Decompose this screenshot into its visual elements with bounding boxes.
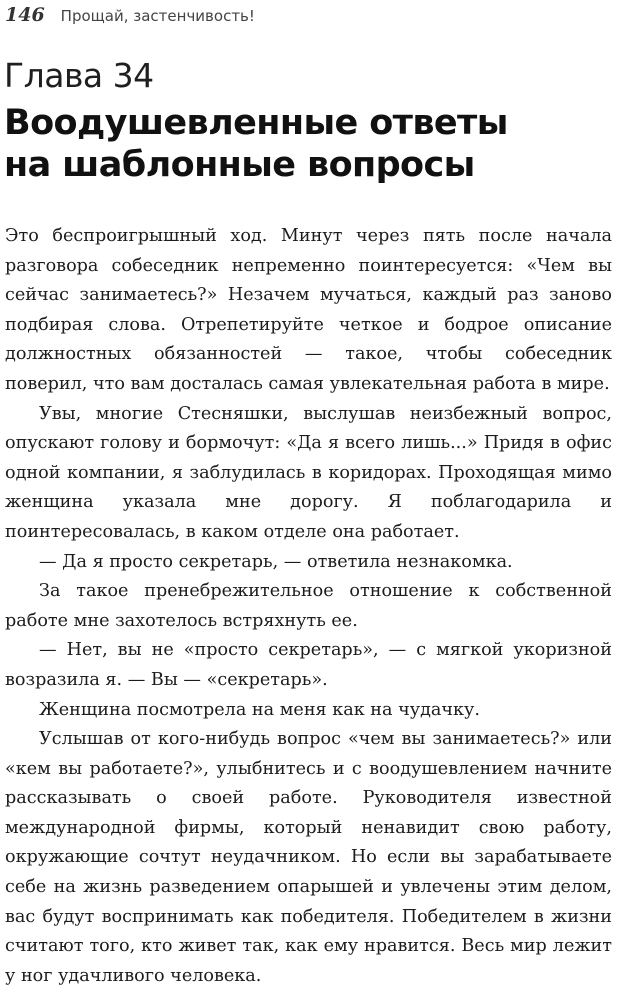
paragraph: Услышав от кого-нибудь вопрос «чем вы занимаетесь?» или «кем вы работаете?», улыбнитесь и с воодушевлением начните рассказывать о своей работе. Руководителя известной международной фирмы, который ненавидит свою работу, окружающие сочтут неудачником. Но если вы зарабатываете себе на жизнь разведением опарышей и увлечены этим делом, вас будут воспринимать как победителя. Победителем в жизни считают того, кто живет так, как ему нравится. Весь мир лежит у ног удачливого человека.: [5, 729, 612, 986]
paragraph: — Нет, вы не «просто секретарь», — с мягкой укоризной возразила я. — Вы — «секретарь».: [5, 640, 612, 690]
paragraph: — Да я просто секретарь, — ответила незнакомка.: [39, 551, 513, 572]
chapter-title-line-1: Воодушевленные ответы: [4, 103, 508, 143]
paragraph: Увы, многие Стесняшки, выслушав неизбежный вопрос, опускают голову и бормочут: «Да я всего лишь...» Придя в офис одной компании, я заблудилась в коридорах. Проходящая мимо женщина указала мне дорогу. Я поблагодарила и поинтересовалась, в каком отделе она работает.: [5, 403, 612, 542]
chapter-title-line-2: на шаблонные вопросы: [4, 145, 475, 185]
paragraph: За такое пренебрежительное отношение к собственной работе мне захотелось встряхнуть ее.: [5, 581, 612, 631]
paragraph: Женщина посмотрела на меня как на чудачку.: [39, 699, 480, 720]
body-text: [5, 222, 612, 991]
running-header: [5, 4, 255, 26]
paragraph: Это беспроигрышный ход. Минут через пять после начала разговора собеседник непременно поинтересуется: «Чем вы сейчас занимаетесь?» Незачем мучаться, каждый раз заново подбирая слова. Отрепетируйте четкое и бодрое описание должностных обязанностей — такое, чтобы собеседник поверил, что вам досталась самая увлекательная работа в мире.: [5, 226, 612, 394]
running-title: Прощай, застенчивость!: [60, 7, 255, 25]
chapter-label: Глава 34: [4, 56, 154, 95]
page-number: 146: [5, 4, 45, 26]
chapter-title: [4, 102, 508, 186]
